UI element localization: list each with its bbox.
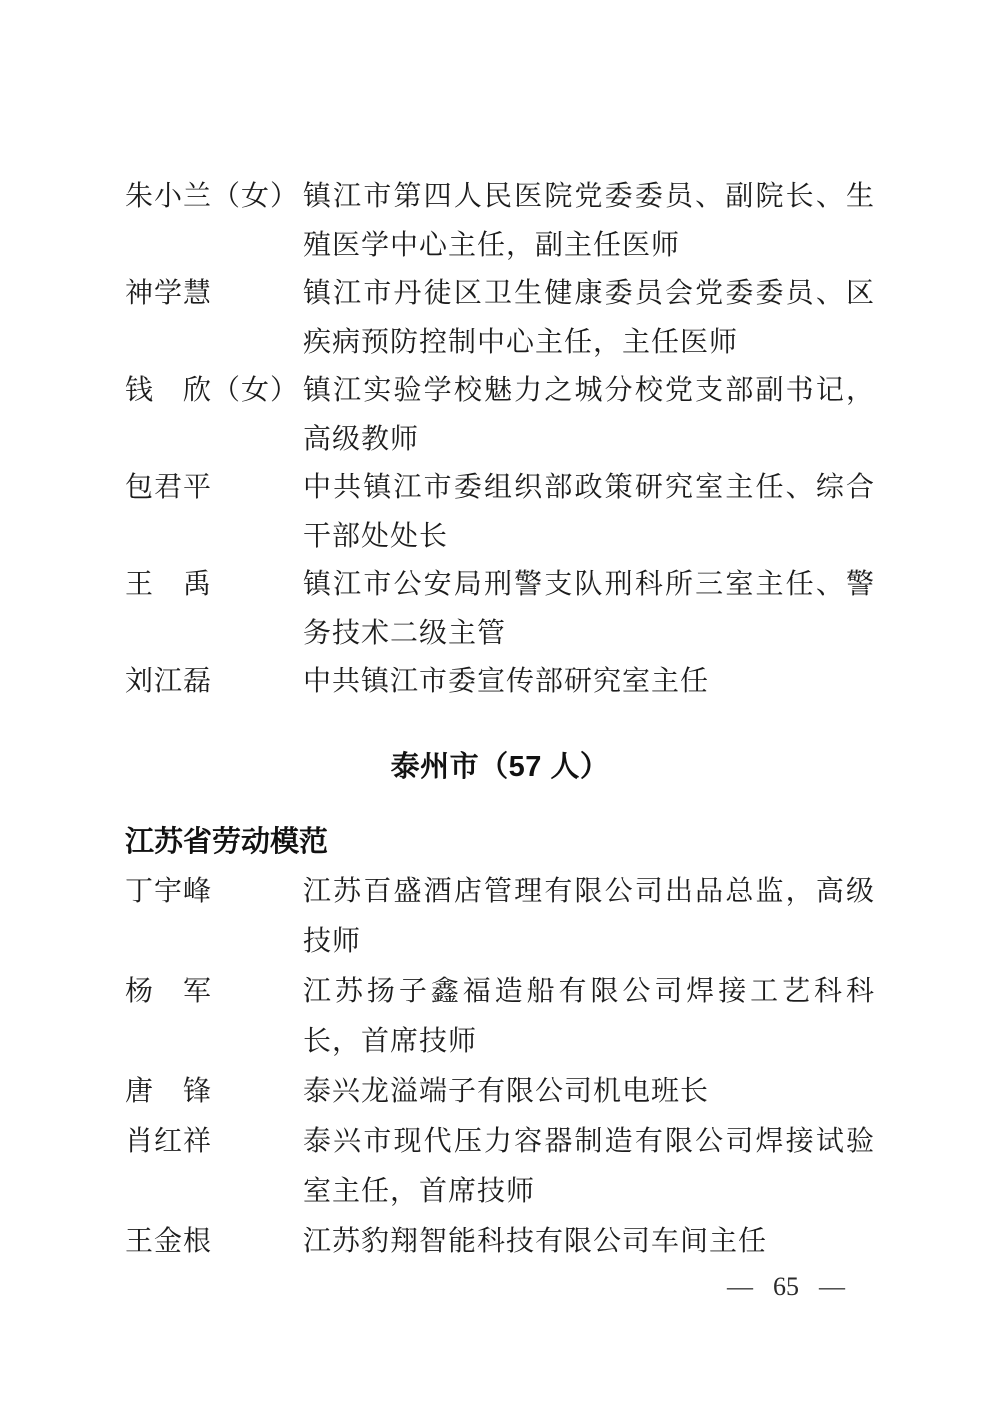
entry-row xyxy=(125,658,875,707)
entry-name: 杨 军 xyxy=(125,976,213,1007)
entry-row xyxy=(125,1117,875,1217)
entry-name: 王金根 xyxy=(125,1226,213,1257)
entry-row xyxy=(125,173,875,270)
page-number: 65 xyxy=(773,1272,799,1301)
entry-description: 镇江实验学校魅力之城分校党支部副书记，高级教师 xyxy=(303,375,875,455)
page-content xyxy=(125,173,875,1267)
footer-right-dash: — xyxy=(819,1272,845,1301)
entry-description: 中共镇江市委组织部政策研究室主任、综合干部处处长 xyxy=(303,472,875,552)
entry-description: 江苏扬子鑫福造船有限公司焊接工艺科科长，首席技师 xyxy=(303,976,875,1057)
entry-name: 钱 欣（女） xyxy=(125,375,300,406)
entry-name: 朱小兰（女） xyxy=(125,181,300,212)
entry-name: 刘江磊 xyxy=(125,666,213,697)
entry-row xyxy=(125,561,875,658)
city-count: （57 人） xyxy=(479,751,610,783)
entry-row xyxy=(125,464,875,561)
entry-name: 王 禹 xyxy=(125,569,213,600)
city-name: 泰州市 xyxy=(390,751,480,783)
taizhou-entries-group xyxy=(125,867,875,1267)
entry-row xyxy=(125,867,875,967)
entry-description: 江苏豹翔智能科技有限公司车间主任 xyxy=(303,1226,768,1257)
entry-description: 江苏百盛酒店管理有限公司出品总监，高级技师 xyxy=(303,876,875,957)
entry-description: 镇江市公安局刑警支队刑科所三室主任、警务技术二级主管 xyxy=(303,569,875,649)
entry-row xyxy=(125,1217,875,1267)
entry-description: 镇江市第四人民医院党委委员、副院长、生殖医学中心主任，副主任医师 xyxy=(303,181,875,261)
entry-description: 泰兴龙溢端子有限公司机电班长 xyxy=(303,1076,710,1107)
entry-name: 肖红祥 xyxy=(125,1126,213,1157)
entry-row xyxy=(125,367,875,464)
entry-description: 镇江市丹徒区卫生健康委员会党委委员、区疾病预防控制中心主任，主任医师 xyxy=(303,278,875,358)
entry-name: 丁宇峰 xyxy=(125,876,213,907)
footer-left-dash: — xyxy=(727,1272,753,1301)
award-category-heading: 江苏省劳动模范 xyxy=(125,826,329,858)
entry-description: 泰兴市现代压力容器制造有限公司焊接试验室主任，首席技师 xyxy=(303,1126,875,1207)
page-footer xyxy=(727,1272,845,1302)
entry-name: 唐 锋 xyxy=(125,1076,213,1107)
entry-row xyxy=(125,1067,875,1117)
entry-name: 包君平 xyxy=(125,472,213,503)
entry-description: 中共镇江市委宣传部研究室主任 xyxy=(303,666,710,697)
city-section-heading xyxy=(125,743,875,792)
entry-name: 神学慧 xyxy=(125,278,213,309)
entry-row xyxy=(125,270,875,367)
entry-row xyxy=(125,967,875,1067)
